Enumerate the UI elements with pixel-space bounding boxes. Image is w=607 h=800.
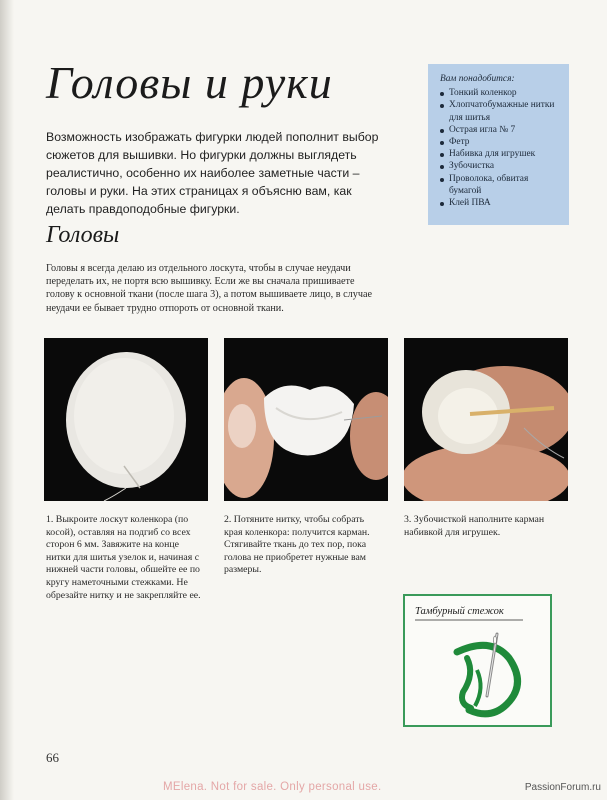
page-binding-shadow bbox=[0, 0, 14, 800]
materials-item: Острая игла № 7 bbox=[440, 124, 559, 136]
page-title: Головы и руки bbox=[46, 57, 333, 108]
step-3-caption: 3. Зубочисткой наполните карман набивкой для игрушек. bbox=[404, 514, 545, 538]
step-1-photo bbox=[44, 338, 208, 501]
materials-list bbox=[440, 87, 559, 209]
materials-title: Вам понадобится: bbox=[440, 74, 515, 84]
step-2-caption: 2. Потяните нитку, чтобы собрать края коленкора: получится карман. Стягивайте ткань до тех пор, пока голова не приобретет нужные вам размеры. bbox=[224, 514, 370, 576]
step-2-photo bbox=[224, 338, 388, 501]
materials-item: Проволока, обвитая бумагой bbox=[440, 173, 559, 197]
step-3-photo bbox=[404, 338, 568, 501]
materials-item: Клей ПВА bbox=[440, 197, 559, 209]
page-number: 66 bbox=[46, 750, 59, 765]
materials-item: Зубочистка bbox=[440, 160, 559, 172]
stitch-label: Тамбурный стежок bbox=[415, 606, 504, 617]
materials-item: Тонкий коленкор bbox=[440, 87, 559, 99]
section-title-heads: Головы bbox=[46, 222, 120, 248]
step-1-caption: 1. Выкроите лоскут коленкора (по косой), оставляя на подгиб со всех сторон 6 мм. Завяжите на конце нитки для шитья узелок и, начиная с нижней части головы, обшейте ее по кругу наметочными стежками. Не обрезайте нитку и не закрепляйте ее. bbox=[46, 514, 201, 601]
materials-item: Хлопчатобумажные нитки для шитья bbox=[440, 99, 559, 123]
intro-paragraph: Возможность изображать фигурки людей пополнит выбор сюжетов для вышивки. Но фигурки должны выглядеть реалистично, особенно их наиболее заметные части – головы и руки. На этих страницах я объясню вам, как делать правдоподобные фигурки. bbox=[46, 130, 379, 216]
site-credit: PassionForum.ru bbox=[524, 782, 601, 793]
stitch-diagram bbox=[403, 594, 552, 727]
watermark: MElena. Not for sale. Only personal use. bbox=[163, 781, 382, 793]
section-paragraph: Головы я всегда делаю из отдельного лоскута, чтобы в случае неудачи переделать их, не портя всю вышивку. Если же вы сначала пришиваете голову к основной ткани (после шага 3), а потом вышиваете лицо, в случае неудачи ее бывает трудно отпороть от основной ткани. bbox=[46, 263, 372, 314]
materials-box bbox=[428, 64, 569, 225]
materials-item: Набивка для игрушек bbox=[440, 148, 559, 160]
materials-item: Фетр bbox=[440, 136, 559, 148]
